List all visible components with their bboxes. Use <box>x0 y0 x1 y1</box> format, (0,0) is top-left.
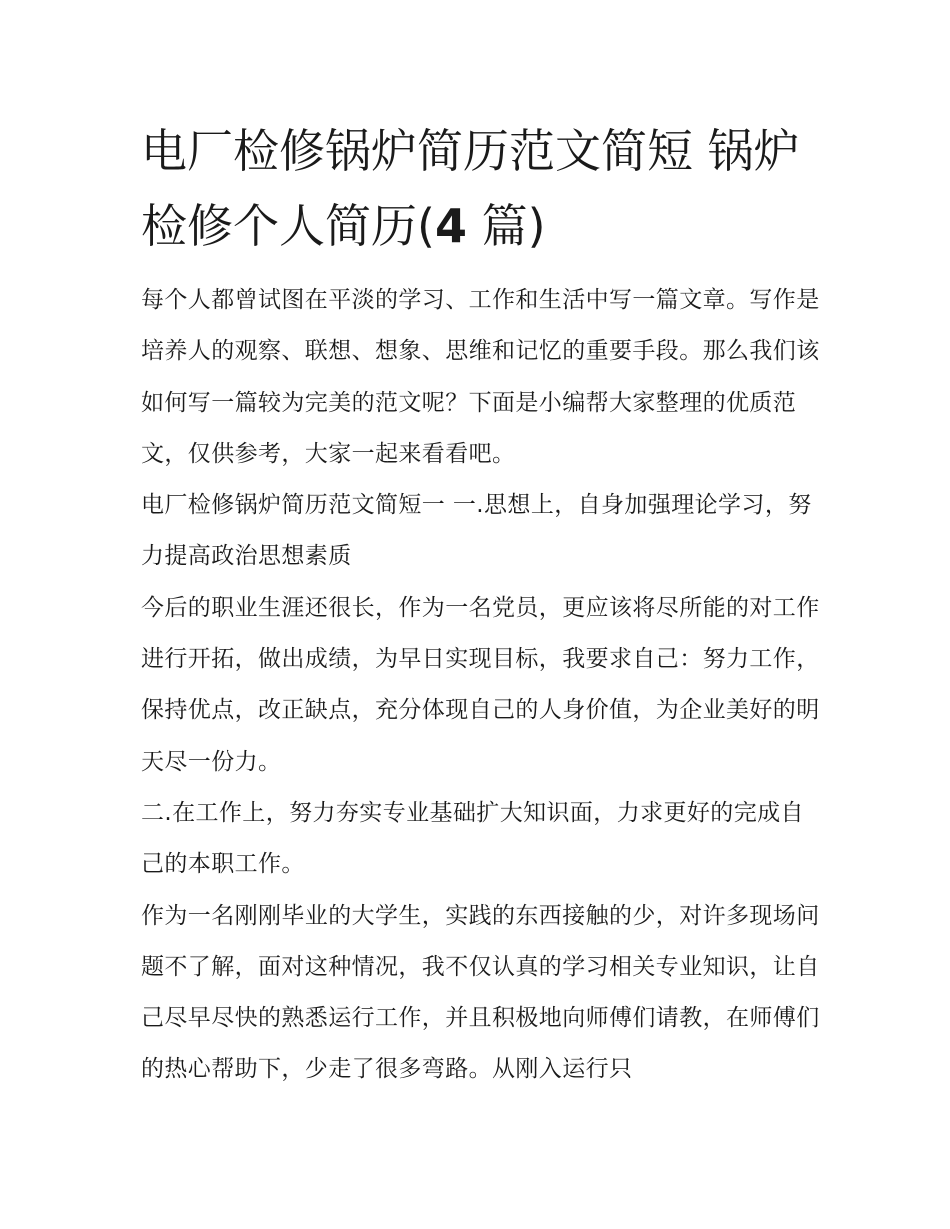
paragraph-graduate: 作为一名刚刚毕业的大学生，实践的东西接触的少，对许多现场问题不了解，面对这种情况，我不仅认真的学习相关专业知识，让自己尽早尽快的熟悉运行工作，并且积极地向师傅们请教，在师傅们的热心帮助下，少走了很多弯路。从刚入运行只 <box>141 902 820 1083</box>
title-text-part2: 篇) <box>466 199 546 253</box>
document-title <box>141 114 821 264</box>
paragraph-career: 今后的职业生涯还很长，作为一名党员，更应该将尽所能的对工作进行开拓，做出成绩，为早日实现目标，我要求自己：努力工作，保持优点，改正缺点，充分体现自己的人身价值，为企业美好的明天尽一份力。 <box>141 594 820 775</box>
title-text-part1: 电厂检修锅炉简历范文简短 锅炉检修个人简历( <box>141 124 800 253</box>
paragraph-section-two-heading: 二.在工作上，努力夯实专业基础扩大知识面，力求更好的完成自己的本职工作。 <box>141 799 804 878</box>
paragraph-intro: 每个人都曾试图在平淡的学习、工作和生活中写一篇文章。写作是培养人的观察、联想、想象、思维和记忆的重要手段。那么我们该如何写一篇较为完美的范文呢？下面是小编帮大家整理的优质范文，仅供参考，大家一起来看看吧。 <box>141 287 820 467</box>
document-body <box>141 275 821 1096</box>
paragraph-section-one-heading: 电厂检修锅炉简历范文简短一 一.思想上，自身加强理论学习，努力提高政治思想素质 <box>141 492 812 570</box>
title-count: 4 <box>434 199 467 253</box>
